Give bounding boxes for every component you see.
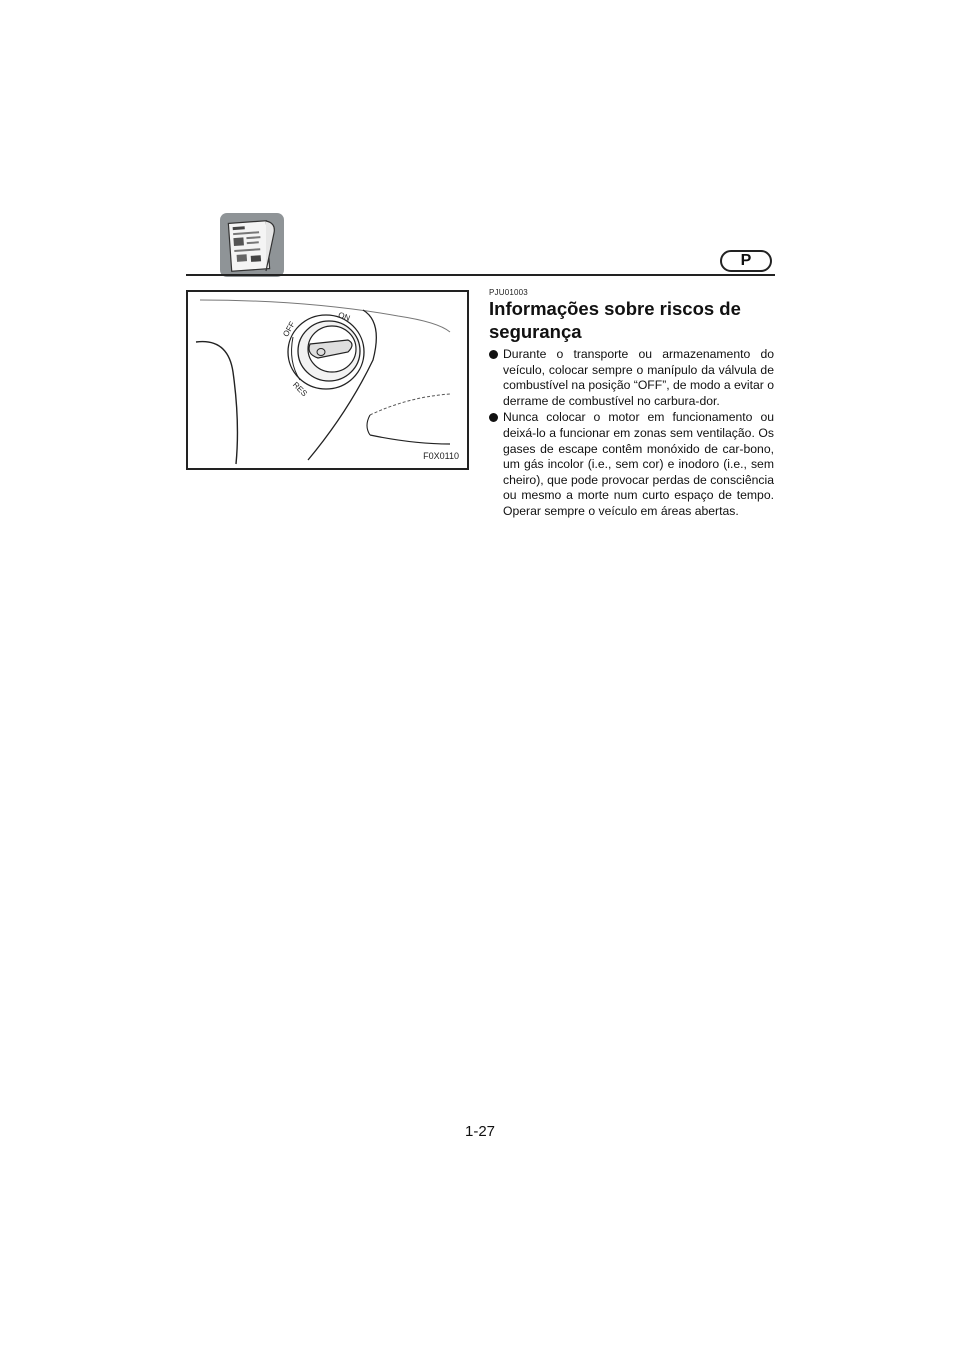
fuel-valve-illustration — [188, 292, 467, 468]
fuel-valve-figure — [186, 290, 469, 470]
page-number: 1-27 — [464, 1123, 496, 1140]
valve-label-res: RES — [290, 380, 309, 399]
section-title: Informações sobre riscos de segurança — [489, 298, 741, 342]
figure-code: F0X0110 — [423, 451, 459, 461]
section-code: PJU01003 — [489, 288, 528, 297]
list-item — [489, 410, 774, 519]
language-badge: P — [720, 250, 772, 272]
bullet-icon — [489, 413, 498, 422]
bullet-icon — [489, 350, 498, 359]
bullet-list — [489, 347, 774, 521]
bullet-text: Nunca colocar o motor em funcionamento ou deixá-lo a funcionar em zonas sem ventilação. Os gases de escape contêm monóxido de car-bono, um gás incolor (i.e., sem cor) e inodoro (i.e., sem cheiro), que pode provocar perdas de consciência ou mesmo a morte num curto espaço de tempo. Operar sempre o veículo em áreas abertas. — [503, 410, 774, 518]
bullet-text: Durante o transporte ou armazenamento do veículo, colocar sempre o manípulo da válvula de combustível na posição “OFF”, de modo a evitar o derrame de combustível no carbura-dor. — [503, 347, 774, 408]
valve-label-off: OFF — [281, 319, 297, 339]
valve-label-on: ON — [336, 310, 352, 323]
header-rule — [186, 274, 775, 276]
owner-manual-icon — [220, 213, 284, 277]
list-item — [489, 347, 774, 409]
